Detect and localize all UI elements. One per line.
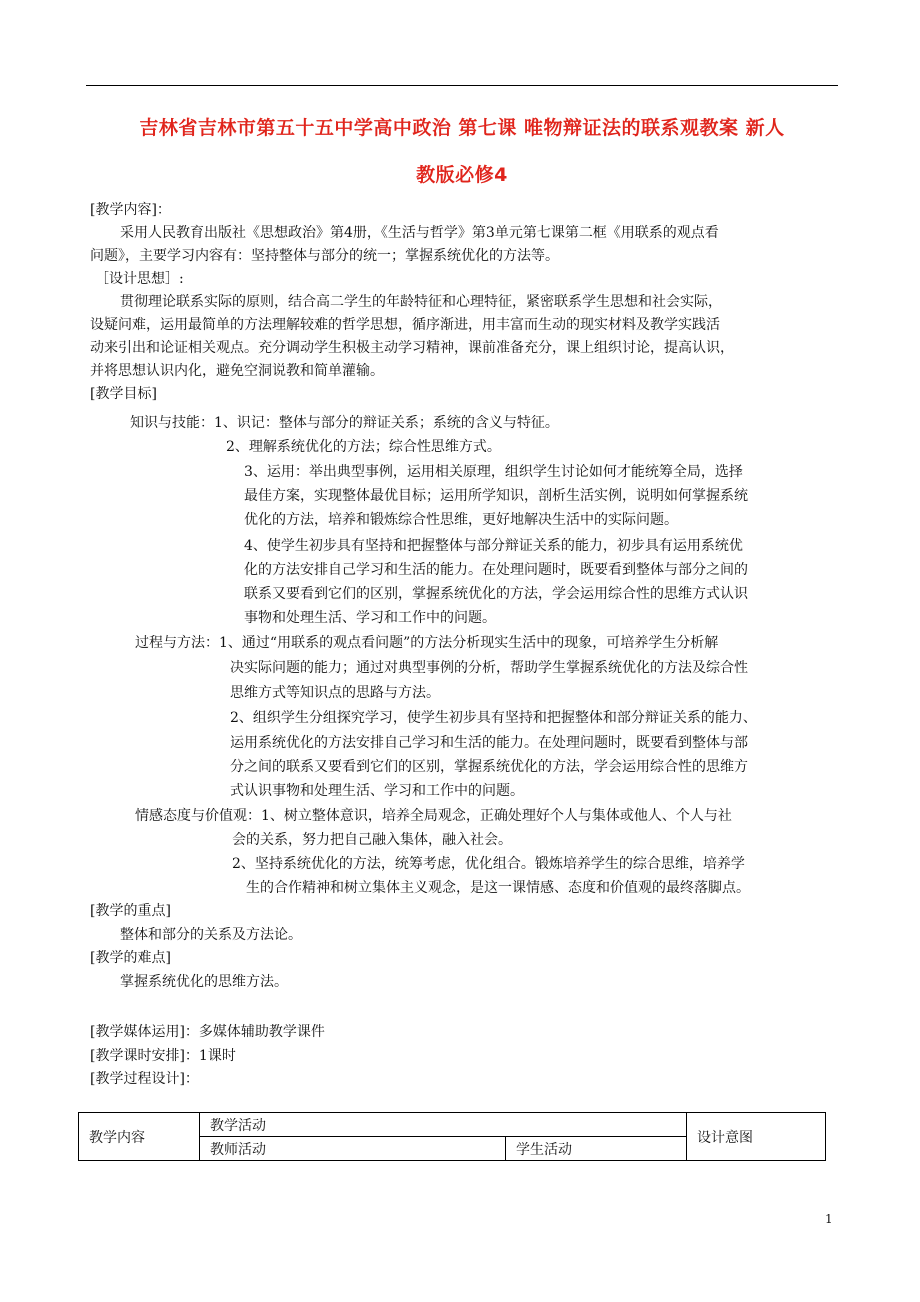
- table-header-intent: 设计意图: [687, 1113, 826, 1161]
- goals-knowledge-label: 知识与技能：: [130, 415, 214, 431]
- goals-knowledge-line: 事物和处理生活、学习和工作中的问题。: [244, 610, 496, 626]
- header-rule: [86, 85, 838, 86]
- table-header-student: 学生活动: [506, 1137, 687, 1161]
- goals-process-line: 1、通过“用联系的观点看问题”的方法分析现实生活中的现象，可培养学生分析解: [219, 635, 719, 651]
- goals-knowledge-line: 3、运用：举出典型事例，运用相关原理，组织学生讨论如何才能统筹全局，选择: [244, 464, 743, 480]
- doc-title-line-1: 吉林省吉林市第五十五中学高中政治 第七课 唯物辩证法的联系观教案 新人: [139, 117, 785, 139]
- goals-process-line: 式认识事物和处理生活、学习和工作中的问题。: [230, 783, 524, 799]
- goals-emotion-label: 情感态度与价值观：: [135, 808, 261, 824]
- process-table: [78, 1112, 826, 1161]
- goals-emotion-line: 会的关系，努力把自己融入集体，融入社会。: [232, 832, 512, 848]
- goals-knowledge-line: 4、使学生初步具有坚持和把握整体与部分辩证关系的能力，初步具有运用系统优: [244, 538, 743, 554]
- section-heading-key: [教学的重点]: [90, 903, 171, 919]
- goals-process-line: 思维方式等知识点的思路与方法。: [230, 685, 440, 701]
- goals-process-line: 决实际问题的能力；通过对典型事例的分析，帮助学生掌握系统优化的方法及综合性: [230, 660, 748, 676]
- goals-knowledge-line: 优化的方法，培养和锻炼综合性思维，更好地解决生活中的实际问题。: [244, 512, 678, 528]
- goals-emotion-line: 1、树立整体意识，培养全局观念，正确处理好个人与集体或他人、个人与社: [261, 808, 732, 824]
- media-line: [教学媒体运用]：多媒体辅助教学课件: [90, 1024, 325, 1040]
- goals-knowledge-line: 最佳方案，实现整体最优目标；运用所学知识，剖析生活实例，说明如何掌握系统: [244, 488, 748, 504]
- design-line: 贯彻理论联系实际的原则，结合高二学生的年龄特征和心理特征，紧密联系学生思想和社会实际，: [120, 294, 722, 310]
- goals-knowledge-line: 联系又要看到它们的区别，掌握系统优化的方法，学会运用综合性的思维方式认识: [244, 586, 748, 602]
- design-line: 动来引出和论证相关观点。充分调动学生积极主动学习精神，课前准备充分，课上组织讨论，提高认识，: [90, 340, 734, 356]
- design-line: 设疑问难，运用最简单的方法理解较难的哲学思想，循序渐进，用丰富而生动的现实材料及教学实践活: [90, 317, 720, 333]
- goals-process-line: 2、组织学生分组探究学习，使学生初步具有坚持和把握整体和部分辩证关系的能力、: [230, 710, 757, 726]
- difficult-body: 掌握系统优化的思维方法。: [120, 974, 288, 990]
- goals-emotion-line: 2、坚持系统优化的方法，统筹考虑，优化组合。锻炼培养学生的综合思维，培养学: [232, 856, 745, 872]
- content-line: 采用人民教育出版社《思想政治》第4册，《生活与哲学》第3单元第七课第二框《用联系的观点看: [120, 225, 719, 241]
- design-line: 并将思想认识内化，避免空洞说教和简单灌输。: [90, 363, 384, 379]
- table-header-teacher: 教师活动: [200, 1137, 506, 1161]
- schedule-line: [教学课时安排]：1课时: [90, 1048, 236, 1064]
- goals-knowledge-line: 2、理解系统优化的方法；综合性思维方式。: [226, 439, 501, 455]
- section-heading-difficult: [教学的难点]: [90, 950, 171, 966]
- table-header-content: 教学内容: [79, 1113, 200, 1161]
- key-body: 整体和部分的关系及方法论。: [120, 927, 302, 943]
- content-line: 问题》，主要学习内容有：坚持整体与部分的统一；掌握系统优化的方法等。: [90, 248, 559, 264]
- table-header-activity: 教学活动: [200, 1113, 687, 1137]
- section-heading-design: ［设计思想］:: [95, 271, 184, 287]
- goals-knowledge-line: 1、识记：整体与部分的辩证关系；系统的含义与特征。: [214, 415, 559, 431]
- goals-knowledge-line: 化的方法安排自己学习和生活的能力。在处理问题时，既要看到整体与部分之间的: [244, 562, 748, 578]
- goals-process-line: 分之间的联系又要看到它们的区别，掌握系统优化的方法，学会运用综合性的思维方: [230, 759, 748, 775]
- section-heading-goals: [教学目标]: [90, 386, 157, 402]
- section-heading-content: [教学内容]：: [90, 202, 171, 218]
- section-heading-process: [教学过程设计]：: [90, 1071, 199, 1087]
- goals-emotion-line: 生的合作精神和树立集体主义观念，是这一课情感、态度和价值观的最终落脚点。: [246, 880, 750, 896]
- doc-title-line-2: 教版必修4: [416, 164, 508, 186]
- goals-process-line: 运用系统优化的方法安排自己学习和生活的能力。在处理问题时，既要看到整体与部: [230, 735, 748, 751]
- goals-process-label: 过程与方法：: [135, 635, 219, 651]
- page-number: 1: [825, 1212, 833, 1226]
